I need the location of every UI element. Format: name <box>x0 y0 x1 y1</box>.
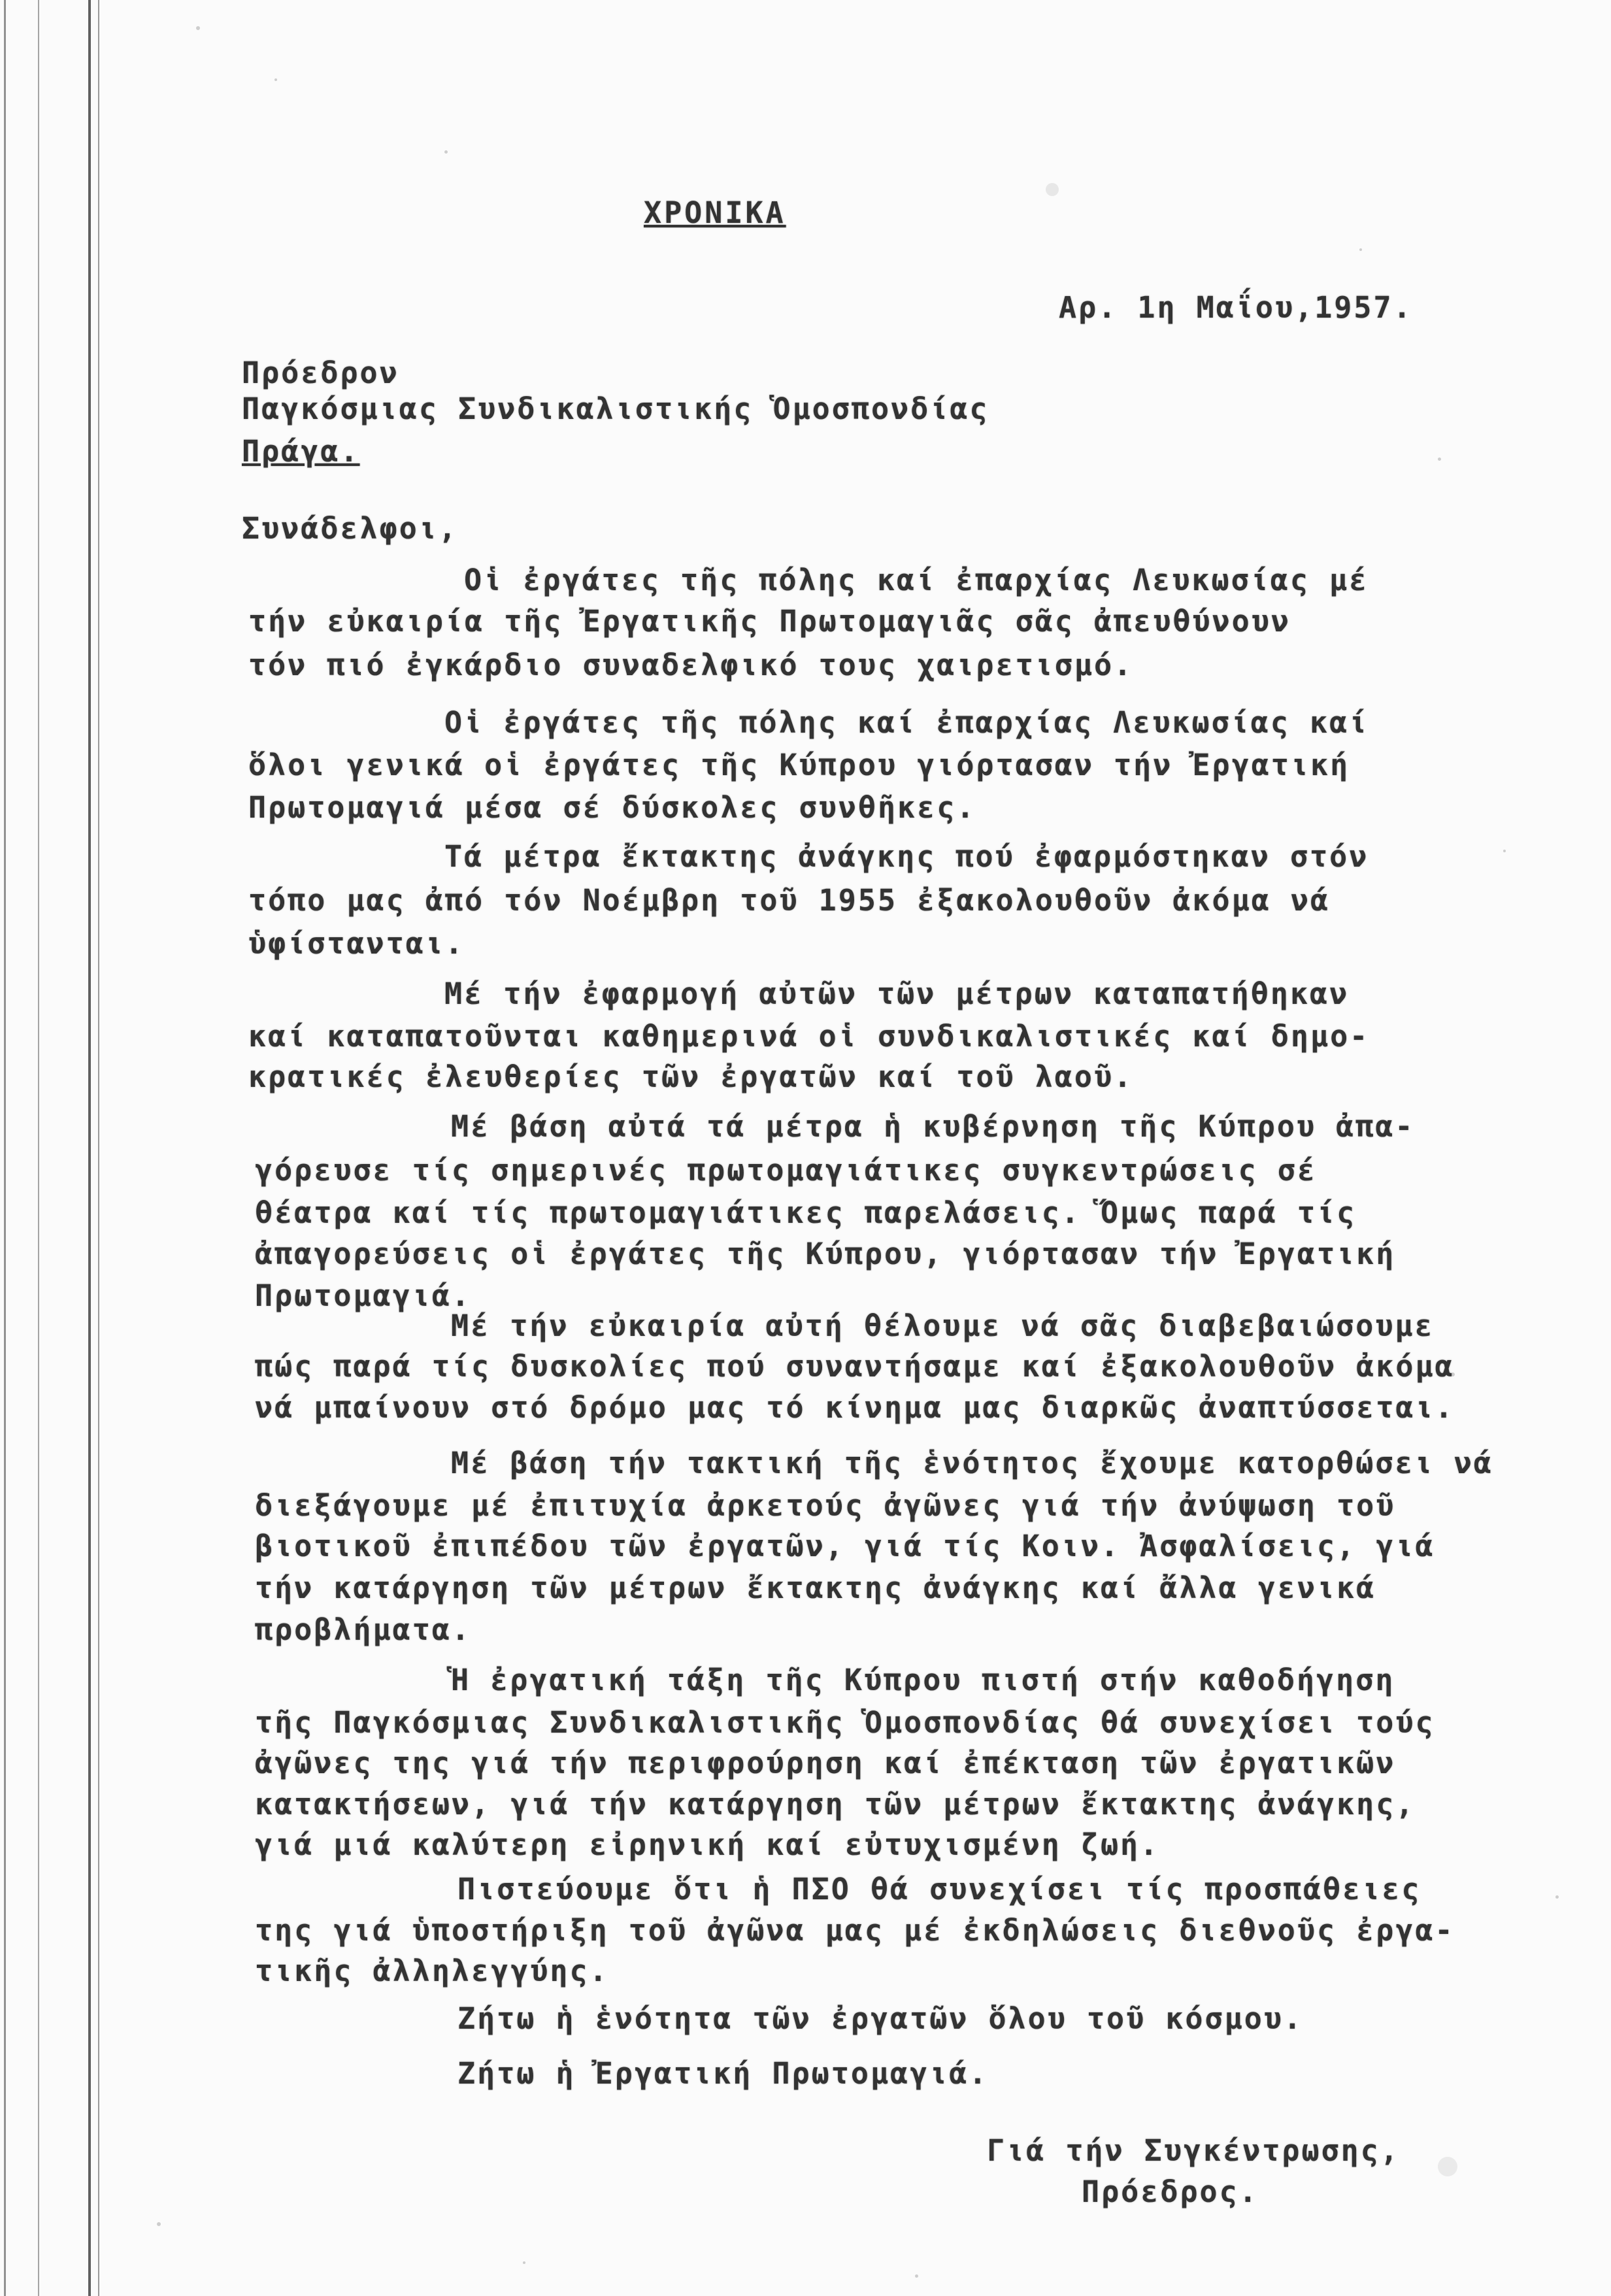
signature-line-1: Γιά τήν Συγκέντρωσης, <box>987 2133 1400 2168</box>
paragraph-line: Τά μέτρα ἔκτακτης ἀνάγκης πού ἐφαρμόστηκαν στόν <box>444 839 1369 874</box>
closing-line-2: Ζήτω ἡ Ἐργατική Πρωτομαγιά. <box>457 2056 989 2091</box>
paragraph-line: τῆς Παγκόσμιας Συνδικαλιστικῆς Ὁμοσπονδίας θά συνεχίσει τούς <box>255 1705 1435 1740</box>
paragraph-line: βιοτικοῦ ἐπιπέδου τῶν ἐργατῶν, γιά τίς Κοιν. Ἀσφαλίσεις, γιά <box>255 1529 1435 1563</box>
paragraph-line: ἀγῶνες της γιά τήν περιφρούρηση καί ἐπέκταση τῶν ἐργατικῶν <box>255 1746 1396 1780</box>
paragraph-line: Ἡ ἐργατική τάξη τῆς Κύπρου πιστή στήν καθοδήγηση <box>451 1663 1395 1697</box>
signature-line-2: Πρόεδρος. <box>1082 2174 1259 2209</box>
paragraph-line: Μέ βάση αὐτά τά μέτρα ἡ κυβέρνηση τῆς Κύπρου ἀπα- <box>451 1109 1415 1144</box>
paragraph-line: γιά μιά καλύτερη εἰρηνική καί εὐτυχισμένη ζωή. <box>255 1827 1160 1862</box>
salutation: Συνάδελφοι, <box>242 511 459 546</box>
paragraph-line: πώς παρά τίς δυσκολίες πού συναντήσαμε καί ἐξακολουθοῦν ἀκόμα <box>255 1349 1455 1384</box>
paragraph-line: καί καταπατοῦνται καθημερινά οἱ συνδικαλιστικές καί δημο- <box>248 1019 1370 1054</box>
paragraph-line: Μέ βάση τήν τακτική τῆς ἑνότητος ἔχουμε κατορθώσει νά <box>451 1446 1493 1480</box>
paragraph-line: θέατρα καί τίς πρωτομαγιάτικες παρελάσεις. Ὅμως παρά τίς <box>255 1195 1357 1230</box>
paragraph-line: ἀπαγορεύσεις οἱ ἐργάτες τῆς Κύπρου, γιόρτασαν τήν Ἐργατική <box>255 1237 1396 1271</box>
paragraph-line: Πρωτομαγιά. <box>255 1278 472 1313</box>
paragraph-line: Πρωτομαγιά μέσα σέ δύσκολες συνθῆκες. <box>248 790 976 825</box>
recipient-line-1: Πρόεδρον <box>242 356 399 390</box>
paragraph-line: διεξάγουμε μέ ἐπιτυχία ἀρκετούς ἀγῶνες γιά τήν ἀνύψωση τοῦ <box>255 1488 1396 1523</box>
paragraph-line: τόπο μας ἀπό τόν Νοέμβρη τοῦ 1955 ἐξακολουθοῦν ἀκόμα νά <box>248 883 1331 918</box>
paragraph-line: γόρευσε τίς σημερινές πρωτομαγιάτικες συγκεντρώσεις σέ <box>255 1153 1317 1188</box>
paragraph-line: τόν πιό ἐγκάρδιο συναδελφικό τους χαιρετισμό. <box>248 648 1134 682</box>
letter-date: Αρ. 1η Μαΐου,1957. <box>1059 290 1413 325</box>
paragraph-line: Μέ τήν ἐφαρμογή αὐτῶν τῶν μέτρων καταπατήθηκαν <box>444 976 1350 1011</box>
paragraph-line: κατακτήσεων, γιά τήν κατάργηση τῶν μέτρων ἔκτακτης ἀνάγκης, <box>255 1787 1416 1822</box>
recipient-line-3: Πράγα. <box>242 434 360 469</box>
paragraph-line: ὑφίστανται. <box>248 926 465 961</box>
paragraph-line: τικῆς ἀλληλεγγύης. <box>255 1954 609 1988</box>
paragraph-line: τήν κατάργηση τῶν μέτρων ἔκτακτης ἀνάγκης καί ἄλλα γενικά <box>255 1571 1376 1605</box>
paragraph-line: ὅλοι γενικά οἱ ἐργάτες τῆς Κύπρου γιόρτασαν τήν Ἐργατική <box>248 748 1350 782</box>
recipient-line-2: Παγκόσμιας Συνδικαλιστικής Ὁμοσπονδίας <box>242 391 989 426</box>
closing-line-1: Ζήτω ἡ ἑνότητα τῶν ἐργατῶν ὅλου τοῦ κόσμου. <box>457 2001 1303 2036</box>
paragraph-line: Οἱ ἐργάτες τῆς πόλης καί ἐπαρχίας Λευκωσίας καί <box>444 705 1369 740</box>
paragraph-line: προβλήματα. <box>255 1612 472 1647</box>
paragraph-line: Μέ τήν εὐκαιρία αὐτή θέλουμε νά σᾶς διαβεβαιώσουμε <box>451 1308 1435 1343</box>
paragraph-line: της γιά ὑποστήριξη τοῦ ἀγῶνα μας μέ ἐκδηλώσεις διεθνοῦς ἐργα- <box>255 1913 1455 1948</box>
paragraph-line: τήν εὐκαιρία τῆς Ἐργατικῆς Πρωτομαγιᾶς σᾶς ἀπευθύνουν <box>248 604 1291 639</box>
paragraph-line: κρατικές ἐλευθερίες τῶν ἐργατῶν καί τοῦ λαοῦ. <box>248 1059 1134 1094</box>
paragraph-line: νά μπαίνουν στό δρόμο μας τό κίνημα μας διαρκῶς ἀναπτύσσεται. <box>255 1390 1455 1425</box>
paragraph-line: Πιστεύουμε ὅτι ἡ ΠΣΟ θά συνεχίσει τίς προσπάθειες <box>457 1872 1421 1906</box>
paragraph-line: Οἱ ἐργάτες τῆς πόλης καί ἐπαρχίας Λευκωσίας μέ <box>464 563 1369 597</box>
letter-title: ΧΡΟΝΙΚΑ <box>644 195 786 230</box>
